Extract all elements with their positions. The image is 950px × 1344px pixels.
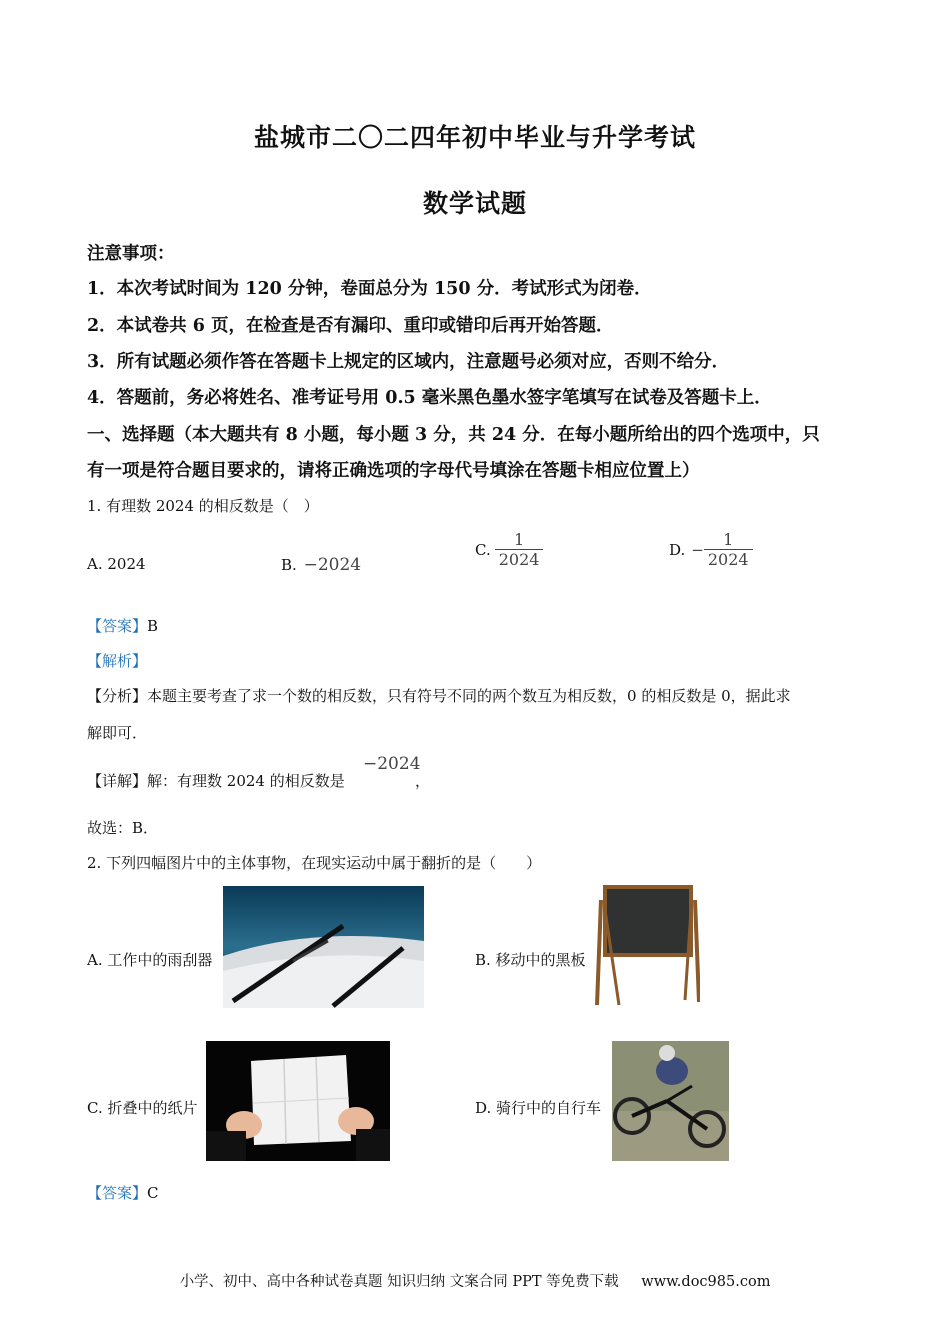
q1-option-c-fraction xyxy=(495,530,544,569)
q1-stem: 1. 有理数 2024 的相反数是（ ） xyxy=(87,497,319,515)
q2-option-c: C. 折叠中的纸片 xyxy=(87,1099,198,1117)
blackboard-photo xyxy=(595,880,700,1008)
q1-detail xyxy=(87,770,345,791)
q1-option-b-value: −2024 xyxy=(303,555,362,575)
q1-option-d xyxy=(669,530,753,569)
q1-answer-tag: 【答案】 xyxy=(87,617,148,635)
q1-analysis-tag: 【解析】 xyxy=(87,652,148,670)
notice-item-4: 4．答题前，务必将姓名、准考证号用 0.5 毫米黑色墨水签字笔填写在试卷及答题卡上． xyxy=(87,388,772,408)
notice-item-2: 2．本试卷共 6 页，在检查是否有漏印、重印或错印后再开始答题． xyxy=(87,316,614,336)
q1-detail-tag: 【详解】 xyxy=(87,772,148,790)
page-title: 盐城市二〇二四年初中毕业与升学考试 xyxy=(253,123,696,152)
q1-option-c-denominator: 2024 xyxy=(495,549,544,569)
page-footer xyxy=(0,1270,950,1291)
q1-option-c-numerator: 1 xyxy=(513,530,525,549)
q1-option-d-numerator: 1 xyxy=(723,530,734,549)
q2-answer xyxy=(87,1182,159,1203)
footer-url[interactable]: www.doc985.com xyxy=(641,1274,771,1290)
q2-stem: 2. 下列四幅图片中的主体事物，在现实运动中属于翻折的是（ ） xyxy=(87,854,542,872)
q1-fenxi-text: 本题主要考查了求一个数的相反数，只有符号不同的两个数互为相反数，0 的相反数是 0，据此求 xyxy=(147,687,791,705)
q1-answer xyxy=(87,615,158,636)
q1-answer-value: B xyxy=(147,617,159,635)
q1-option-c-label: C. xyxy=(475,540,491,559)
section-heading-line1: 一、选择题（本大题共有 8 小题，每小题 3 分，共 24 分．在每小题所给出的四个选项中，只 xyxy=(87,425,820,445)
q1-option-d-label: D. xyxy=(669,540,686,559)
q2-option-b: B. 移动中的黑板 xyxy=(475,951,586,969)
q1-fenxi-line2: 解即可． xyxy=(87,724,148,742)
q1-option-d-sign: − xyxy=(691,540,704,559)
q1-detail-text: 解：有理数 2024 的相反数是 xyxy=(147,772,345,790)
q1-detail-end: ， xyxy=(415,772,431,790)
q2-option-d: D. 骑行中的自行车 xyxy=(475,1099,602,1117)
bicycle-rider-photo xyxy=(612,1041,729,1161)
footer-text: 小学、初中、高中各种试卷真题 知识归纳 文案合同 PPT 等免费下载 xyxy=(179,1274,619,1290)
q1-choose: 故选：B． xyxy=(87,819,159,837)
q1-option-c xyxy=(475,530,543,569)
q1-option-d-fraction xyxy=(704,530,753,569)
q1-option-b xyxy=(281,555,361,575)
folding-paper-photo xyxy=(206,1041,390,1161)
q2-option-a: A. 工作中的雨刮器 xyxy=(87,951,213,969)
q1-fenxi-line1 xyxy=(87,685,791,706)
notice-item-3: 3．所有试题必须作答在答题卡上规定的区域内，注意题号必须对应，否则不给分． xyxy=(87,352,730,372)
q1-detail-value: −2024 xyxy=(363,754,421,774)
q1-option-b-label: B. xyxy=(281,556,297,574)
q1-option-a: A. 2024 xyxy=(87,555,146,573)
q2-answer-tag: 【答案】 xyxy=(87,1184,148,1202)
q1-fenxi-tag: 【分析】 xyxy=(87,687,148,705)
notice-item-1: 1．本次考试时间为 120 分钟，卷面总分为 150 分．考试形式为闭卷． xyxy=(87,279,652,299)
q2-answer-value: C xyxy=(147,1184,159,1202)
page-subtitle: 数学试题 xyxy=(422,189,527,218)
q1-option-d-denominator: 2024 xyxy=(704,549,753,569)
windshield-wiper-photo xyxy=(223,886,424,1008)
notice-heading: 注意事项： xyxy=(87,244,175,264)
section-heading-line2: 有一项是符合题目要求的，请将正确选项的字母代号填涂在答题卡相应位置上） xyxy=(87,461,700,481)
